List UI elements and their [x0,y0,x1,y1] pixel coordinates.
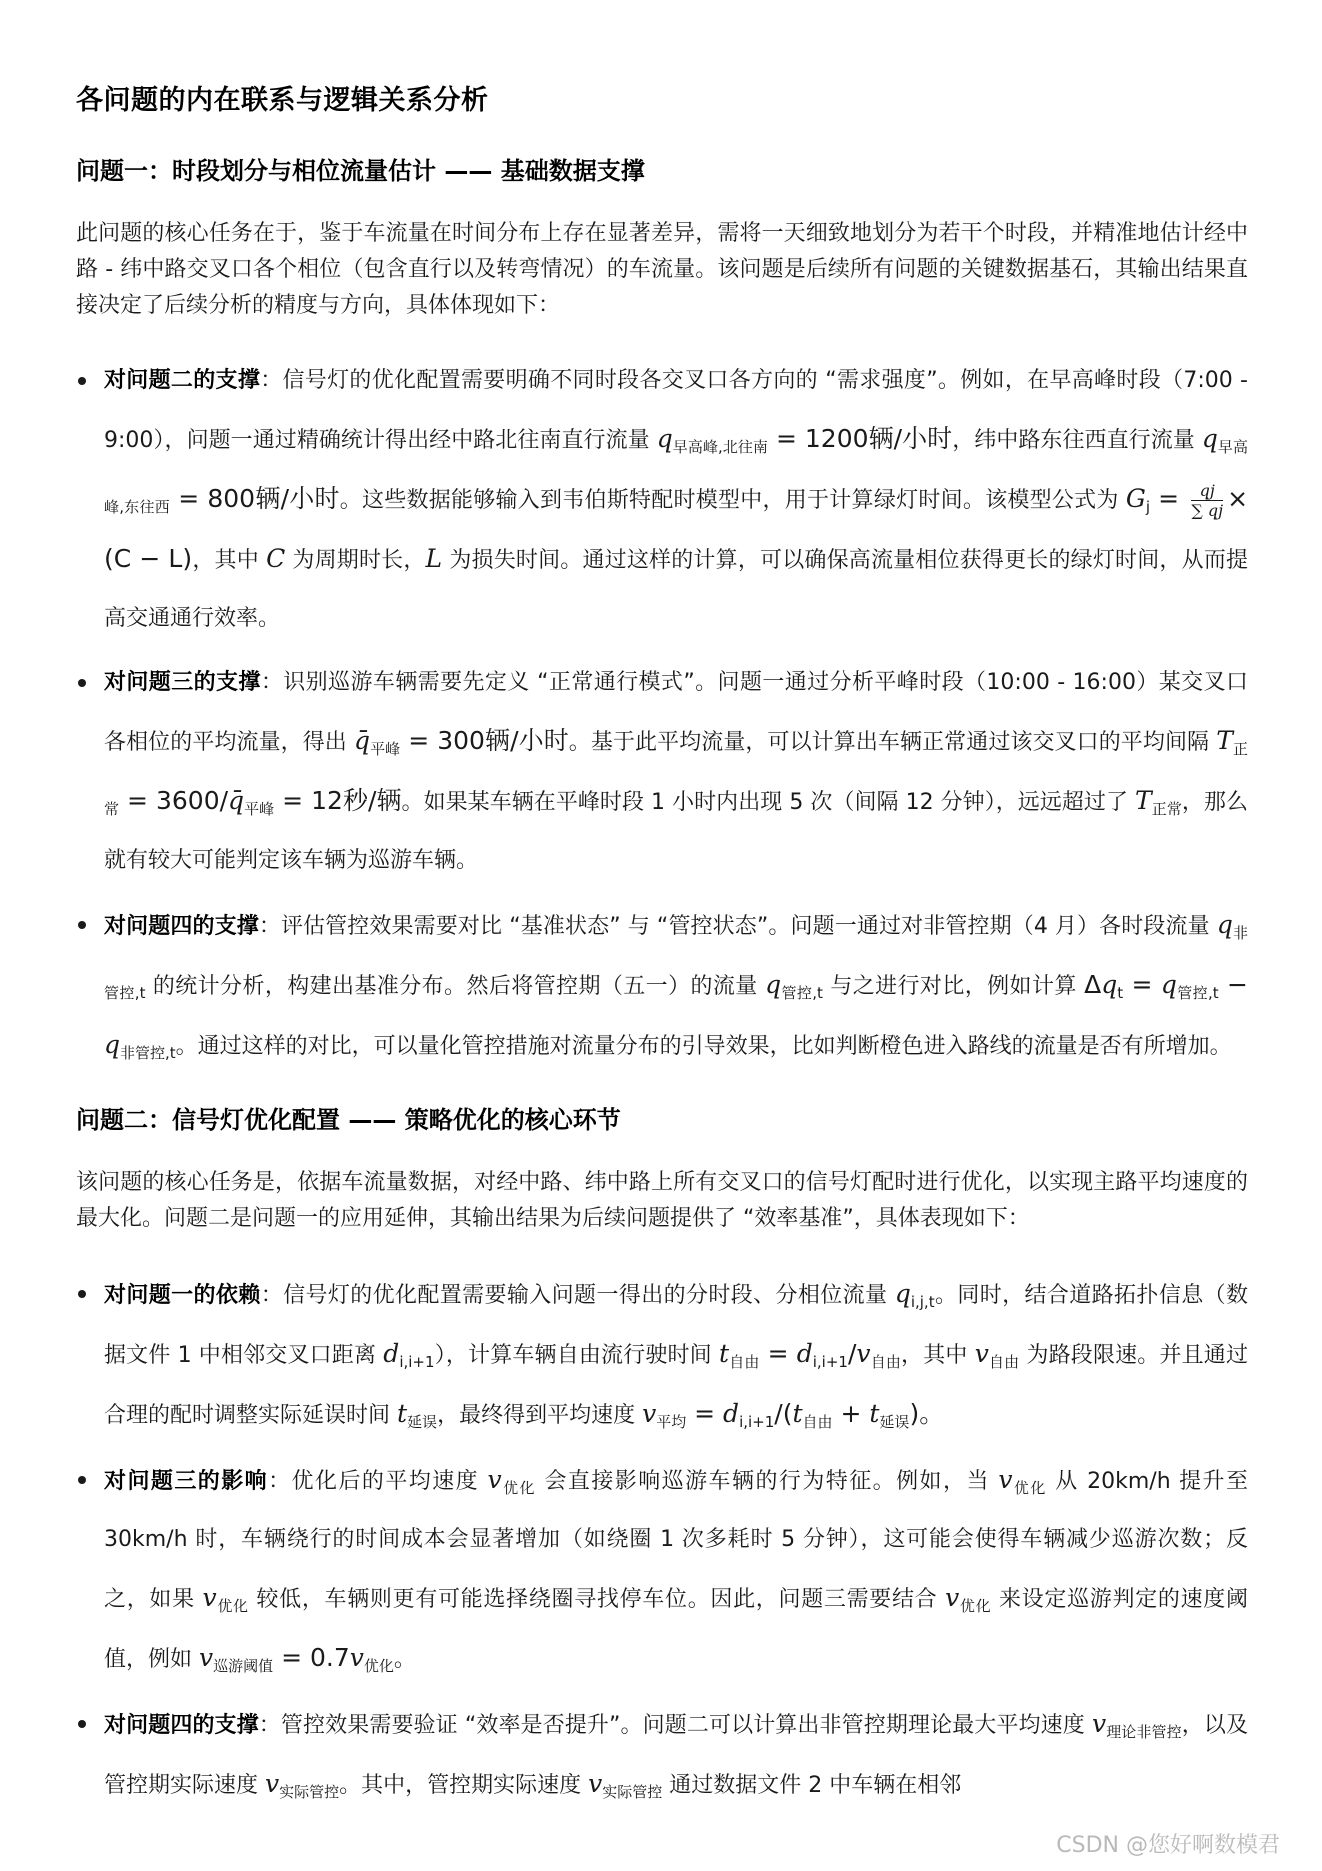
list-item: 对问题一的依赖：信号灯的优化配置需要输入问题一得出的分时段、分相位流量 $q_{i,j,t}$。同时，结合道路拓扑信息（数据文件 1 中相邻交叉口距离 $d_{i,i+1}$），计算车辆自由流行驶时间 $t_{自由} = d_{i,i+1}/v_{自由}$，其中 $v_{自由}$ 为路段限速。并且通过合理的配时调整实际延误时间 $t_{延误}$，最终得到平均速度 $v_{平均} = d_{i,i+1}/(t_{自由} + t_{延误})$。 [76,1265,1248,1445]
section1-heading: 问题一：时段划分与相位流量估计 —— 基础数据支撑 [76,157,645,185]
document-page [76,62,1248,1839]
fraction: $\frac{qj}{\sum qj}$ [1191,481,1224,520]
watermark: CSDN @您好啊数模君 [1056,1833,1280,1858]
section1-list [76,352,1248,1076]
section2-list [76,1265,1248,1815]
list-item: 对问题二的支撑：信号灯的优化配置需要明确不同时段各交叉口各方向的 “需求强度”。例如，在早高峰时段（7:00 - 9:00），问题一通过精确统计得出经中路北往南直行流量 $q_{早高峰,北往南} = 1200$辆/小时，纬中路东往西直行流量 $q_{早高峰,东往西} = 800$辆/小时。这些数据能够输入到韦伯斯特配时模型中，用于计算绿灯时间。该模型公式为 $G_j$ = $\frac{qj}{\sum qj}$ × (C − L)，其中 C 为周期时长，L 为损失时间。通过这样的计算，可以确保高流量相位获得更长的绿灯时间，从而提高交通通行效率。 [76,352,1248,648]
list-item: 对问题四的支撑：管控效果需要验证 “效率是否提升”。问题二可以计算出非管控期理论最大平均速度 $v_{理论非管控}$，以及管控期实际速度 $v_{实际管控}$。其中，管控期实际速度 $v_{实际管控}$ 通过数据文件 2 中车辆在相邻 [76,1695,1248,1815]
list-item: 对问题三的影响：优化后的平均速度 $v_{优化}$ 会直接影响巡游车辆的行为特征。例如，当 $v_{优化}$ 从 20km/h 提升至 30km/h 时，车辆绕行的时间成本会显著增加（如绕圈 1 次多耗时 5 分钟），这可能会使得车辆减少巡游次数；反之，如果 $v_{优化}$ 较低，车辆则更有可能选择绕圈寻找停车位。因此，问题三需要结合 $v_{优化}$ 来设定巡游判定的速度阈值，例如 $v_{巡游阈值} = 0.7v_{优化}$。 [76,1451,1248,1689]
list-item: 对问题三的支撑：识别巡游车辆需要先定义 “正常通行模式”。问题一通过分析平峰时段（10:00 - 16:00）某交叉口各相位的平均流量，得出 $q̄_{平峰} = 300$辆/小时。基于此平均流量，可以计算出车辆正常通过该交叉口的平均间隔 $T_{正常}$ = $3600/q̄_{平峰} = 12$秒/辆。如果某车辆在平峰时段 1 小时内出现 5 次（间隔 12 分钟），远远超过了 $T_{正常}$，那么就有较大可能判定该车辆为巡游车辆。 [76,654,1248,890]
list-item: 对问题四的支撑：评估管控效果需要对比 “基准状态” 与 “管控状态”。问题一通过对非管控期（4 月）各时段流量 $q_{非管控,t}$ 的统计分析，构建出基准分布。然后将管控期（五一）的流量 $q_{管控,t}$ 与之进行对比，例如计算 $\Delta q_t = q_{管控,t} - q_{非管控,t}$。通过这样的对比，可以量化管控措施对流量分布的引导效果，比如判断橙色进入路线的流量是否有所增加。 [76,896,1248,1076]
page-title: 各问题的内在联系与逻辑关系分析 [76,85,489,116]
section2-intro: 该问题的核心任务是，依据车流量数据，对经中路、纬中路上所有交叉口的信号灯配时进行优化，以实现主路平均速度的最大化。问题二是问题一的应用延伸，其输出结果为后续问题提供了 “效率基准”，具体表现如下： [76,1170,1248,1231]
section1-intro: 此问题的核心任务在于，鉴于车流量在时间分布上存在显著差异，需将一天细致地划分为若干个时段，并精准地估计经中路 - 纬中路交叉口各个相位（包含直行以及转弯情况）的车流量。该问题是后续所有问题的关键数据基石，其输出结果直接决定了后续分析的精度与方向，具体体现如下： [76,221,1248,318]
section2-heading: 问题二：信号灯优化配置 —— 策略优化的核心环节 [76,1106,621,1134]
